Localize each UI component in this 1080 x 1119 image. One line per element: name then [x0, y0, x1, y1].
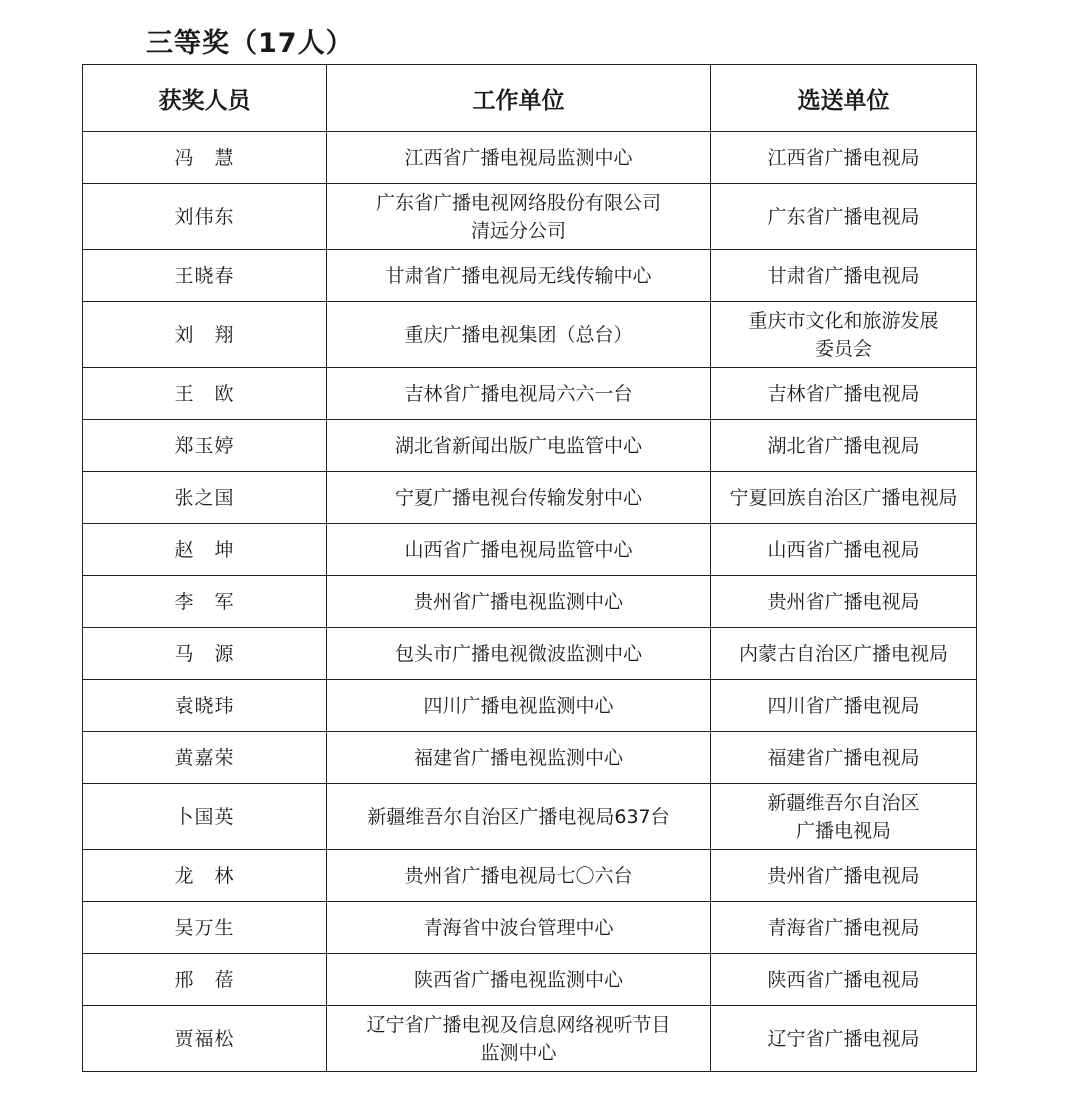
work-unit: 甘肃省广播电视局无线传输中心: [327, 250, 711, 302]
work-unit: 宁夏广播电视台传输发射中心: [327, 472, 711, 524]
table-row: [83, 250, 977, 302]
awardee-name: 龙 林: [83, 850, 327, 902]
awardee-name: 李 军: [83, 576, 327, 628]
awardee-name: 袁晓玮: [83, 680, 327, 732]
table-row: [83, 420, 977, 472]
work-unit: 湖北省新闻出版广电监管中心: [327, 420, 711, 472]
table-row: [83, 902, 977, 954]
table-row: [83, 732, 977, 784]
recommending-unit: 青海省广播电视局: [711, 902, 977, 954]
recommending-unit: 甘肃省广播电视局: [711, 250, 977, 302]
awardee-name: 王晓春: [83, 250, 327, 302]
table-header-row: [83, 65, 977, 132]
recommending-unit: 陕西省广播电视局: [711, 954, 977, 1006]
work-unit: 贵州省广播电视监测中心: [327, 576, 711, 628]
awardee-name: 冯 慧: [83, 132, 327, 184]
table-row: [83, 184, 977, 250]
recommending-unit: 江西省广播电视局: [711, 132, 977, 184]
awardee-name: 马 源: [83, 628, 327, 680]
awardee-name: 赵 坤: [83, 524, 327, 576]
table-row: [83, 576, 977, 628]
table-row: [83, 628, 977, 680]
table-row: [83, 1006, 977, 1072]
recommending-unit: 湖北省广播电视局: [711, 420, 977, 472]
work-unit: 辽宁省广播电视及信息网络视听节目 监测中心: [327, 1006, 711, 1072]
awardee-name: 贾福松: [83, 1006, 327, 1072]
awardee-name: 邢 蓓: [83, 954, 327, 1006]
recommending-unit: 四川省广播电视局: [711, 680, 977, 732]
recommending-unit: 福建省广播电视局: [711, 732, 977, 784]
awardee-name: 刘 翔: [83, 302, 327, 368]
table-row: [83, 680, 977, 732]
recommending-unit: 广东省广播电视局: [711, 184, 977, 250]
table-row: [83, 850, 977, 902]
work-unit: 贵州省广播电视局七〇六台: [327, 850, 711, 902]
awardee-name: 吴万生: [83, 902, 327, 954]
work-unit: 陕西省广播电视监测中心: [327, 954, 711, 1006]
work-unit: 吉林省广播电视局六六一台: [327, 368, 711, 420]
work-unit: 重庆广播电视集团（总台）: [327, 302, 711, 368]
header-work-unit: 工作单位: [327, 65, 711, 132]
recommending-unit: 贵州省广播电视局: [711, 576, 977, 628]
awardee-name: 王 欧: [83, 368, 327, 420]
recommending-unit: 宁夏回族自治区广播电视局: [711, 472, 977, 524]
header-recommending-unit: 选送单位: [711, 65, 977, 132]
awardee-name: 刘伟东: [83, 184, 327, 250]
table-row: [83, 784, 977, 850]
awardee-name: 张之国: [83, 472, 327, 524]
work-unit: 山西省广播电视局监管中心: [327, 524, 711, 576]
recommending-unit: 吉林省广播电视局: [711, 368, 977, 420]
recommending-unit: 贵州省广播电视局: [711, 850, 977, 902]
table-row: [83, 302, 977, 368]
award-table: [82, 64, 977, 1072]
section-title: 三等奖（17人）: [146, 28, 354, 59]
table-row: [83, 368, 977, 420]
awardee-name: 卜国英: [83, 784, 327, 850]
work-unit: 广东省广播电视网络股份有限公司 清远分公司: [327, 184, 711, 250]
work-unit: 江西省广播电视局监测中心: [327, 132, 711, 184]
table-row: [83, 954, 977, 1006]
awardee-name: 黄嘉荣: [83, 732, 327, 784]
recommending-unit: 辽宁省广播电视局: [711, 1006, 977, 1072]
table-row: [83, 132, 977, 184]
recommending-unit: 内蒙古自治区广播电视局: [711, 628, 977, 680]
awardee-name: 郑玉婷: [83, 420, 327, 472]
recommending-unit: 新疆维吾尔自治区 广播电视局: [711, 784, 977, 850]
header-awardee: 获奖人员: [83, 65, 327, 132]
work-unit: 四川广播电视监测中心: [327, 680, 711, 732]
work-unit: 包头市广播电视微波监测中心: [327, 628, 711, 680]
work-unit: 新疆维吾尔自治区广播电视局637台: [327, 784, 711, 850]
table-row: [83, 524, 977, 576]
recommending-unit: 重庆市文化和旅游发展 委员会: [711, 302, 977, 368]
work-unit: 福建省广播电视监测中心: [327, 732, 711, 784]
work-unit: 青海省中波台管理中心: [327, 902, 711, 954]
table-row: [83, 472, 977, 524]
recommending-unit: 山西省广播电视局: [711, 524, 977, 576]
